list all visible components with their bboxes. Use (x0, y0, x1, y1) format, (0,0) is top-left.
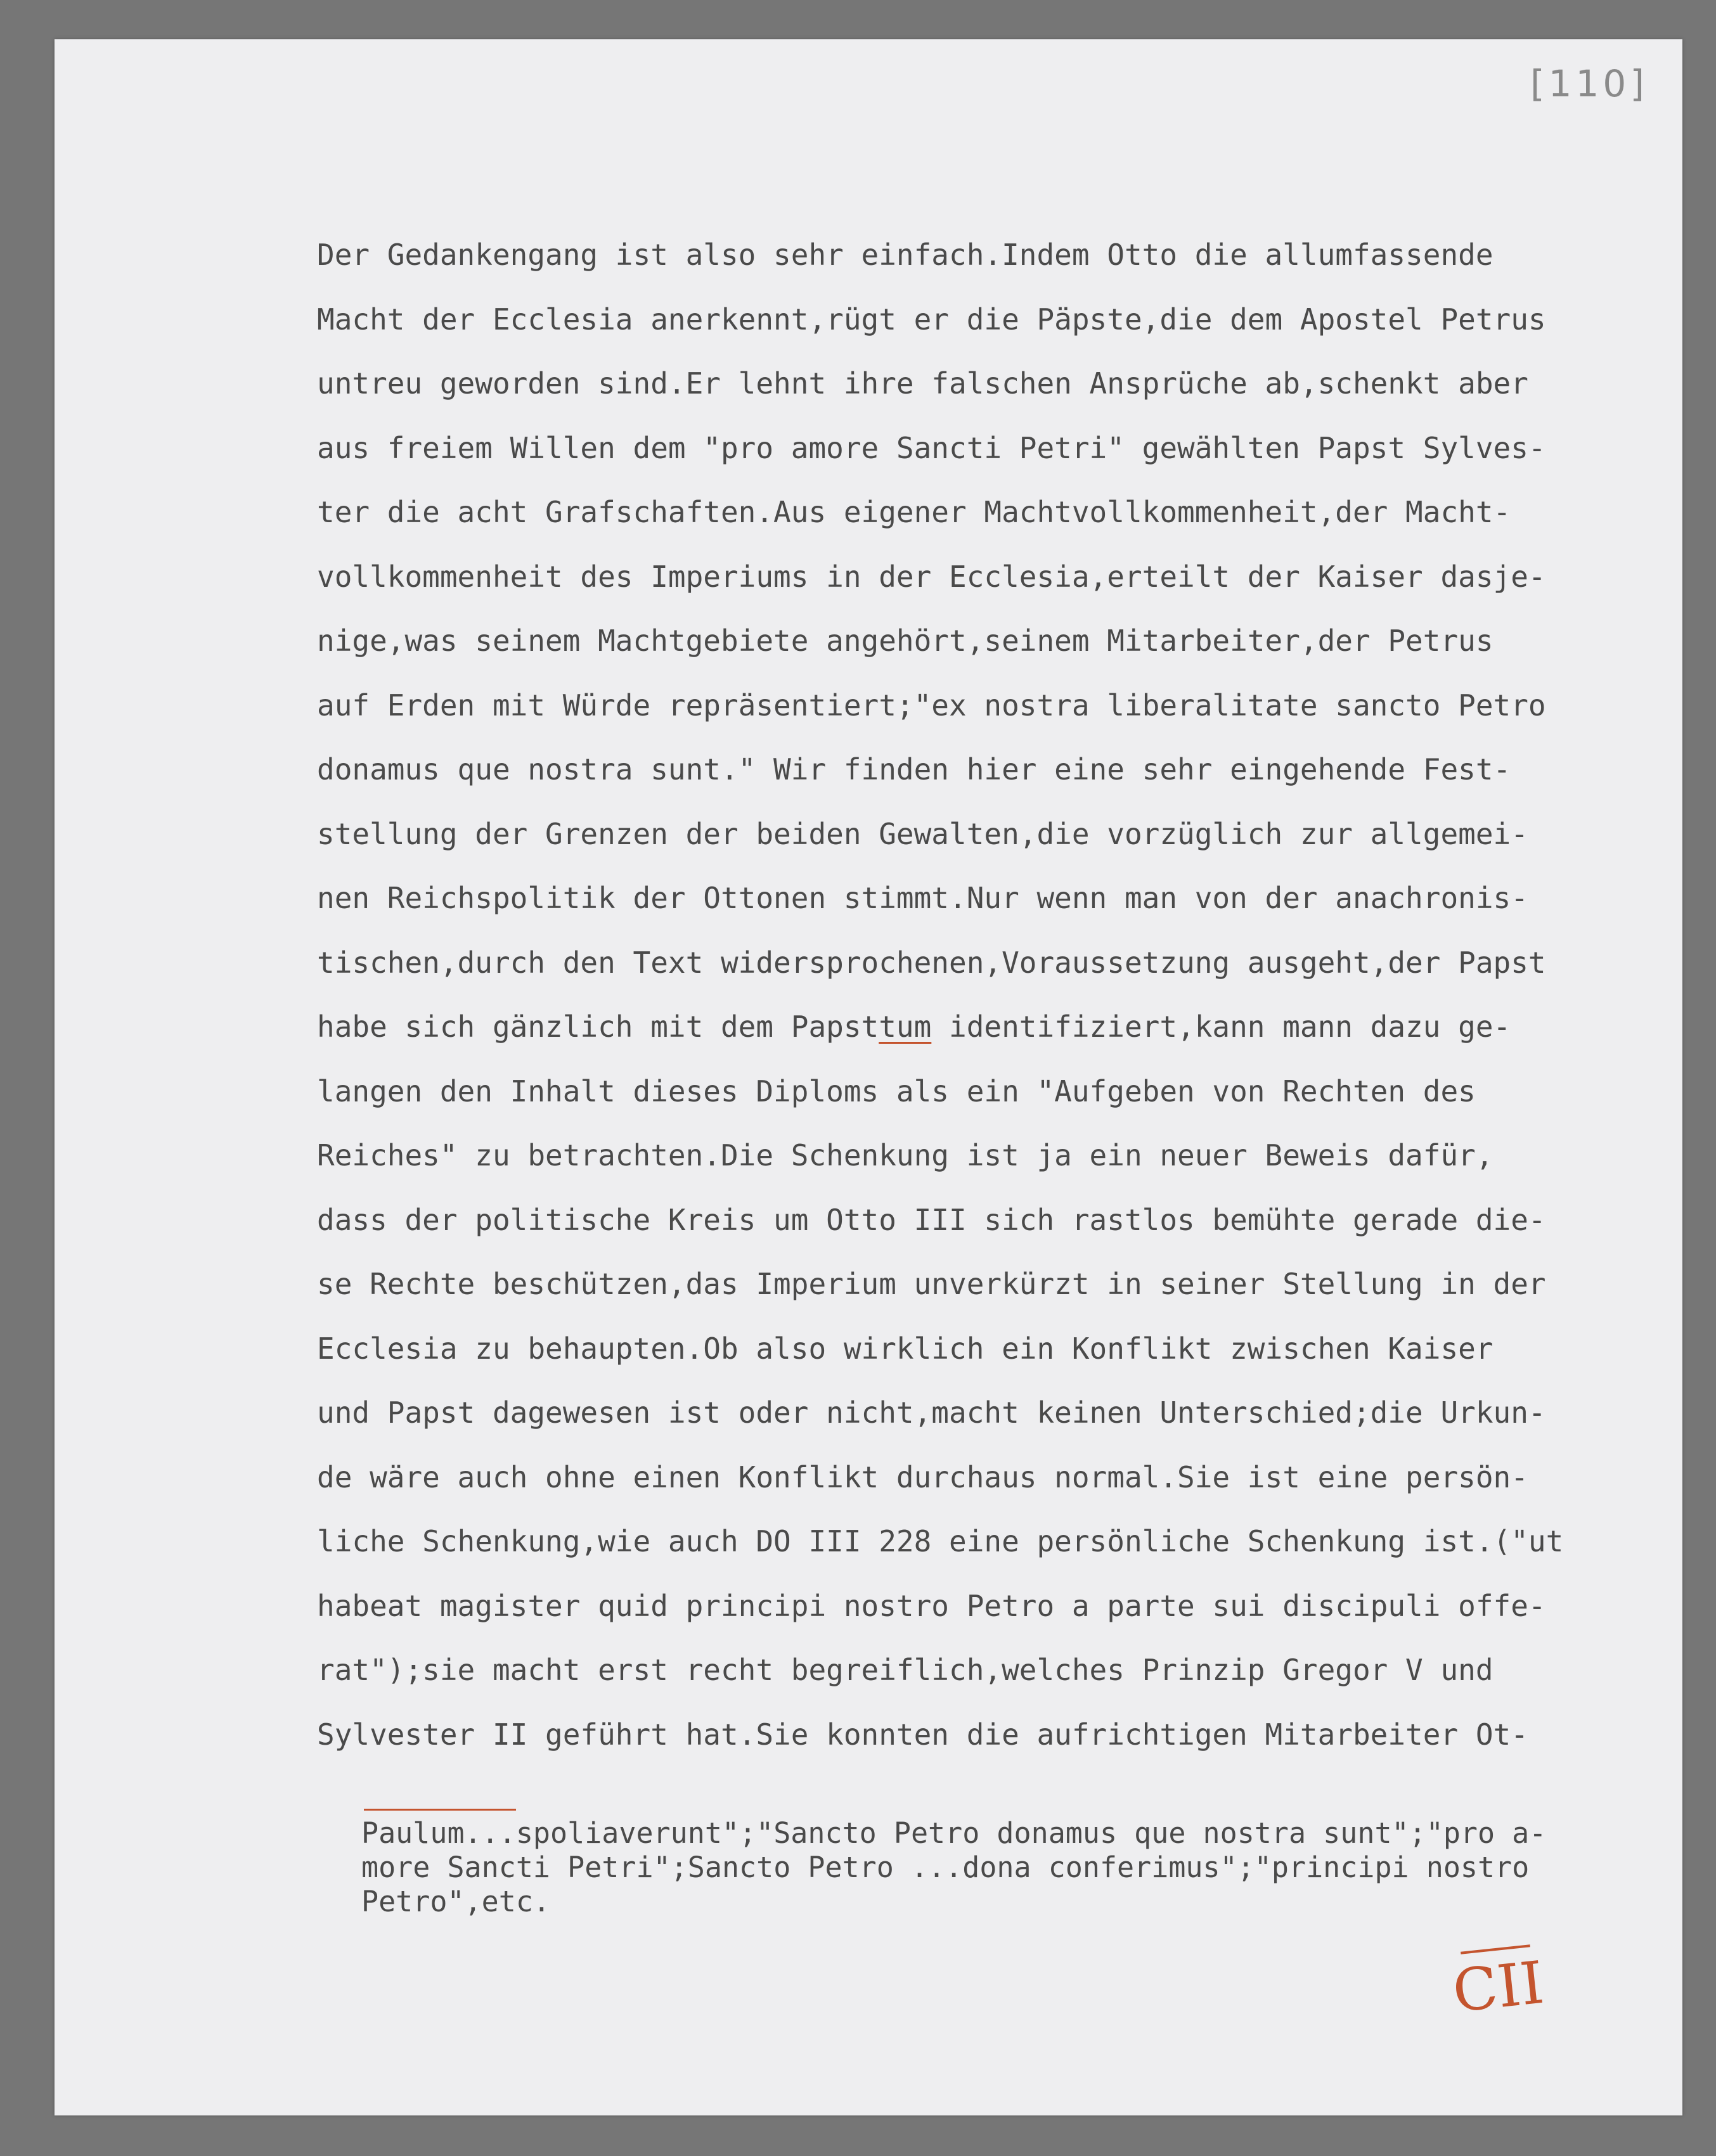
text-line (317, 223, 1563, 288)
text-line-segment: langen den Inhalt dieses Diploms als ein "Aufgeben von Rechten des (317, 1074, 1476, 1108)
text-line (317, 674, 1563, 738)
footnote-line: more Sancti Petri";Sancto Petro ...dona conferimus";"principi nostro (361, 1851, 1530, 1884)
archive-page-number: [110] (1530, 62, 1648, 105)
text-line-segment: dass der politische Kreis um Otto III sich rastlos bemühte gerade die- (317, 1202, 1546, 1237)
text-line-segment: liche Schenkung,wie auch DO III 228 eine persönliche Schenkung ist.("ut (317, 1524, 1564, 1558)
text-line-segment: habeat magister quid principi nostro Petro a parte sui discipuli offe- (317, 1588, 1546, 1623)
text-line-segment: nen Reichspolitik der Ottonen stimmt.Nur wenn man von der anachronis- (317, 881, 1528, 915)
text-line (317, 1703, 1563, 1768)
text-line-segment: nige,was seinem Machtgebiete angehört,seinem Mitarbeiter,der Petrus (317, 624, 1493, 658)
text-line (317, 1124, 1563, 1188)
text-line (317, 1510, 1563, 1574)
body-text (317, 223, 1563, 1767)
text-line (317, 609, 1563, 674)
text-line-segment: Der Gedankengang ist also sehr einfach.Indem Otto die allumfassende (317, 238, 1493, 272)
text-line (317, 352, 1563, 416)
typescript-page (55, 39, 1682, 2115)
text-line (317, 738, 1563, 802)
text-line (317, 1574, 1563, 1639)
folio-mark: CII (1449, 1948, 1547, 2026)
text-line-segment: tischen,durch den Text widersprochenen,Voraussetzung ausgeht,der Papst (317, 945, 1546, 980)
text-line-segment: identifiziert,kann mann dazu ge- (931, 1010, 1511, 1044)
text-line-segment: habe sich gänzlich mit dem Papst (317, 1010, 879, 1044)
text-line (317, 1317, 1563, 1382)
text-line-segment: und Papst dagewesen ist oder nicht,macht keinen Unterschied;die Urkun- (317, 1396, 1546, 1430)
text-line-segment: ter die acht Grafschaften.Aus eigener Machtvollkommenheit,der Macht- (317, 495, 1511, 529)
text-line-segment: Sylvester II geführt hat.Sie konnten die aufrichtigen Mitarbeiter Ot- (317, 1717, 1528, 1752)
text-line (317, 1638, 1563, 1703)
footnote-line: Petro",etc. (361, 1885, 551, 1918)
text-line (317, 866, 1563, 931)
underlined-word: tum (879, 1010, 932, 1044)
footnote-line: Paulum...spoliaverunt";"Sancto Petro donamus que nostra sunt";"pro a- (361, 1816, 1547, 1850)
text-line-segment: rat");sie macht erst recht begreiflich,welches Prinzip Gregor V und (317, 1653, 1493, 1687)
text-line-segment: de wäre auch ohne einen Konflikt durchaus normal.Sie ist eine persön- (317, 1460, 1528, 1494)
text-line (317, 802, 1563, 867)
text-line-segment: Macht der Ecclesia anerkennt,rügt er die Päpste,die dem Apostel Petrus (317, 302, 1546, 337)
text-line (317, 1188, 1563, 1253)
text-line-segment: Reiches" zu betrachten.Die Schenkung ist ja ein neuer Beweis dafür, (317, 1138, 1493, 1172)
text-line (317, 1381, 1563, 1446)
text-line-segment: untreu geworden sind.Er lehnt ihre falschen Ansprüche ab,schenkt aber (317, 366, 1528, 401)
text-line (317, 995, 1563, 1060)
text-line-segment: aus freiem Willen dem "pro amore Sancti Petri" gewählten Papst Sylves- (317, 430, 1546, 465)
text-line (317, 288, 1563, 352)
text-line (317, 545, 1563, 610)
text-line (317, 1060, 1563, 1124)
text-line-segment: Ecclesia zu behaupten.Ob also wirklich ein Konflikt zwischen Kaiser (317, 1331, 1493, 1366)
text-line-segment: se Rechte beschützen,das Imperium unverkürzt in seiner Stellung in der (317, 1267, 1546, 1301)
text-line (317, 416, 1563, 481)
text-line-segment: stellung der Grenzen der beiden Gewalten,die vorzüglich zur allgemei- (317, 816, 1528, 851)
text-line (317, 480, 1563, 545)
text-line (317, 1252, 1563, 1317)
text-line (317, 931, 1563, 996)
text-line (317, 1446, 1563, 1510)
text-line-segment: auf Erden mit Würde repräsentiert;"ex nostra liberalitate sancto Petro (317, 688, 1546, 722)
footnotes (361, 1816, 1546, 1919)
text-line-segment: donamus que nostra sunt." Wir finden hier eine sehr eingehende Fest- (317, 752, 1511, 786)
text-line-segment: vollkommenheit des Imperiums in der Ecclesia,erteilt der Kaiser dasje- (317, 559, 1546, 594)
footnote-divider (364, 1809, 516, 1811)
